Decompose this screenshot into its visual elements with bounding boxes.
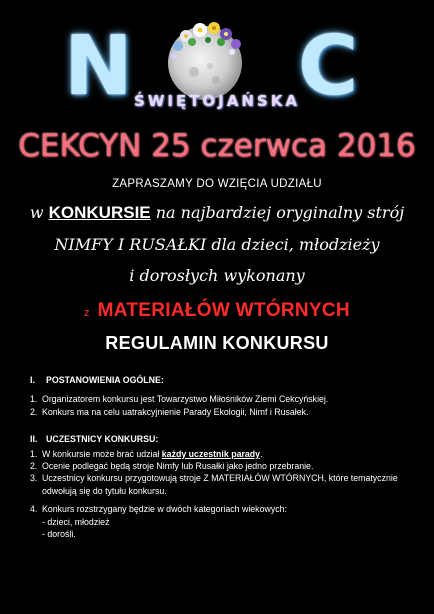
item-text-pre: W konkursie może brać udział <box>42 448 162 459</box>
rules-body <box>30 374 420 540</box>
list-item <box>30 460 420 472</box>
section-1-heading <box>30 374 420 386</box>
contest-line-1 <box>0 203 434 223</box>
item-number: 1. <box>30 448 38 459</box>
list-item <box>30 393 420 405</box>
list-subitem <box>30 528 420 540</box>
item-text: Konkurs rozstrzygany będzie w dwóch kategoriach wiekowych: <box>42 504 287 515</box>
invite-text: ZAPRASZAMY DO WZIĘCIA UDZIAŁU <box>112 178 322 190</box>
rules-title: REGULAMIN KONKURSU <box>105 333 329 353</box>
event-subtitle: ŚWIĘTOJAŃSKA <box>134 92 300 110</box>
konkursie-word: KONKURSIE <box>48 203 151 222</box>
item-number: 4. <box>30 504 38 515</box>
item-text-emphasis: każdy uczestnik parady <box>161 448 261 459</box>
materials-heading: MATERIAŁÓW WTÓRNYCH <box>97 300 350 321</box>
item-text <box>42 448 420 460</box>
section-2-heading <box>30 433 420 445</box>
section-1-title: POSTANOWIENIA OGÓLNE: <box>46 375 164 385</box>
item-text: Organizatorem konkursu jest Towarzystwo Miłośników Ziemi Cekcyńskiej. <box>42 394 329 405</box>
noc-letter-n: N <box>64 19 133 114</box>
section-1-number: I. <box>30 375 35 385</box>
city-date-title: CEKCYN 25 czerwca 2016 <box>18 128 416 164</box>
moon-flowers-icon <box>164 20 246 102</box>
contest-line-1-post: na najbardziej oryginalny strój <box>155 203 405 222</box>
item-text: Uczestnicy konkursu przygotowują stroje Z MATERIAŁÓW WTÓRNYCH, które tematycznie odwołują się do tytułu konkursu. <box>42 473 398 496</box>
contest-line-1-pre: w <box>29 203 44 222</box>
contest-line-3: i dorosłych wykonany <box>129 266 305 285</box>
list-subitem <box>30 516 420 528</box>
item-text: Ocenie podlegać będą stroje Nimfy lub Rusałki jako jedno przebranie. <box>42 461 314 472</box>
item-number: 2. <box>30 461 38 472</box>
list-item <box>30 472 420 497</box>
section-2-title: UCZESTNICY KONKURSU: <box>46 434 159 445</box>
list-item <box>30 406 420 418</box>
subitem-text: - dzieci, młodzież <box>42 516 110 527</box>
contest-line-4 <box>0 300 434 322</box>
item-text-post: . <box>260 448 263 459</box>
materials-prefix: z <box>84 307 90 319</box>
item-number: 3. <box>30 473 38 484</box>
item-number: 2. <box>30 406 38 417</box>
contest-line-2: NIMFY I RUSAŁKI dla dzieci, młodzieży <box>54 235 380 254</box>
section-2-number: II. <box>30 434 38 445</box>
list-item <box>30 503 420 515</box>
noc-letter-c: C <box>298 19 359 114</box>
item-text: Konkurs ma na celu uatrakcyjnienie Parady Ekologii, Nimf i Rusałek. <box>42 406 309 417</box>
subitem-text: - dorośli. <box>42 529 76 540</box>
list-item <box>30 448 420 460</box>
item-number: 1. <box>30 394 38 405</box>
